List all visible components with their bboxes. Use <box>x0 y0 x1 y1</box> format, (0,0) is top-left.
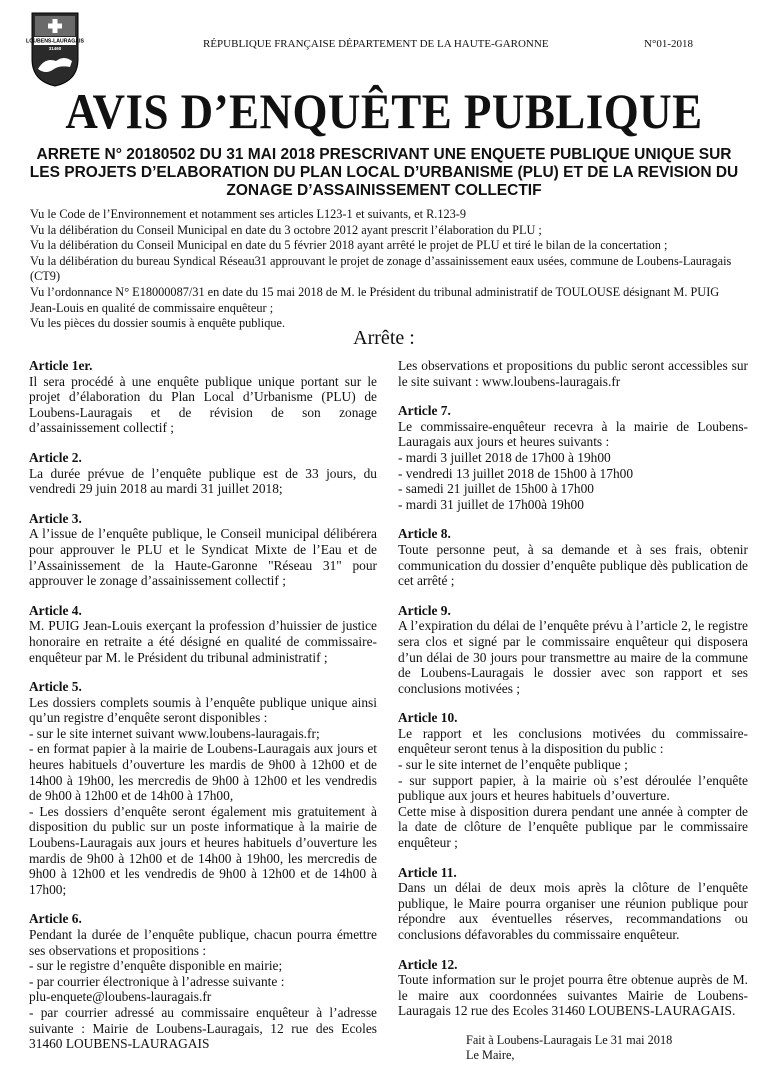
logo-text: LOUBENS-LAURAGAIS <box>26 38 84 45</box>
vu-list <box>30 207 748 332</box>
article-title: Article 2. <box>29 449 82 465</box>
vu-item: Vu l’ordonnance N° E18000087/31 en date du 15 mai 2018 de M. le Président du tribunal administratif de TOULOUSE désignant M. PUIG Jean-Louis en qualité de commissaire enquêteur ; <box>30 284 720 315</box>
article-3 <box>29 511 377 589</box>
vu-item: Vu la délibération du Conseil Municipal en date du 3 octobre 2012 ayant prescrit l’élaboration du PLU ; <box>30 222 542 237</box>
article-text: Il sera procédé à une enquête publique unique portant sur le projet d’élaboration du Plan Local d’Urbanisme (PLU) de Loubens-Lauragais et de révision de son zonage d’assainissement collectif ; <box>29 373 377 436</box>
article-11 <box>398 865 748 943</box>
article-text <box>29 927 377 1052</box>
page-title: AVIS D’ENQUÊTE PUBLIQUE <box>65 83 703 139</box>
article-9 <box>398 603 748 697</box>
article-line: - sur le site internet suivant www.loubens-lauragais.fr; <box>29 725 320 741</box>
article-title: Article 4. <box>29 602 82 618</box>
right-column <box>398 358 748 1033</box>
article-line: Le commissaire-enquêteur recevra à la mairie de Loubens-Lauragais aux jours et heures suivants : <box>398 418 748 450</box>
article-line: - en format papier à la mairie de Loubens-Lauragais aux jours et heures habituels d’ouverture les mardis de 9h00 à 12h00 et de 14h00 à 19h00, les mercredis de 9h00 à 12h00 et les vendredis de 9h00 à 12h00 et de 14h00 à 17h00, <box>29 741 377 804</box>
article-line: - par courrier adressé au commissaire enquêteur à l’adresse suivante : Mairie de Loubens-Lauragais, 12 rue des Ecoles 31460 LOUBENS-LAURAGAIS <box>29 1004 377 1052</box>
article-7 <box>398 403 748 512</box>
article-text: A l’issue de l’enquête publique, le Conseil municipal délibérera pour approuver le PLU et le Syndicat Mixte de l’Eau et de l’Assainissement de la Haute-Garonne "Réseau 31" pour approuver le zonage d’assainissement collectif ; <box>29 526 377 589</box>
article-line: - sur support papier, à la mairie où s’est déroulée l’enquête publique aux jours et heures habituels d’ouverture. <box>398 772 748 804</box>
article-title: Article 5. <box>29 679 82 695</box>
left-column <box>29 358 377 1066</box>
article-line: Le rapport et les conclusions motivées du commissaire-enquêteur seront tenus à la disposition du public : <box>398 725 748 757</box>
article-title: Article 12. <box>398 956 458 972</box>
page-subtitle: ARRETE N° 20180502 DU 31 MAI 2018 PRESCRIVANT UNE ENQUETE PUBLIQUE UNIQUE SUR LES PROJETS D’ELABORATION DU PLAN LOCAL D’URBANISME (PLU) ET DE LA REVISION DU ZONAGE D’ASSAINISSEMENT COLLECTIF <box>29 146 739 199</box>
vu-item: Vu le Code de l’Environnement et notamment ses articles L123-1 et suivants, et R.123-9 <box>30 207 467 221</box>
article-5 <box>29 679 377 897</box>
article-8 <box>398 526 748 588</box>
article-6 <box>29 911 377 1051</box>
arrete-heading: Arrête : <box>353 327 415 349</box>
article-title: Article 3. <box>29 510 82 526</box>
signature-place-date: Fait à Loubens-Lauragais Le 31 mai 2018 <box>466 1033 673 1047</box>
article-title: Article 11. <box>398 864 457 880</box>
article-line: - vendredi 13 juillet 2018 de 15h00 à 17h00 <box>398 465 634 481</box>
article-line: plu-enquete@loubens-lauragais.fr <box>29 989 212 1005</box>
article-line: - samedi 21 juillet de 15h00 à 17h00 <box>398 481 594 497</box>
article-text <box>398 419 748 513</box>
article-1 <box>29 358 377 436</box>
article-text: A l’expiration du délai de l’enquête prévu à l’article 2, le registre sera clos et signé par le commissaire enquêteur qui disposera d’un délai de 30 jours pour transmettre au maire de la commune de Loubens-Lauragais le dossier avec son rapport et ses conclusions motivées ; <box>398 618 748 696</box>
article-line: - mardi 31 juillet de 17h00à 19h00 <box>398 496 584 512</box>
signature-role: Le Maire, <box>466 1048 515 1062</box>
vu-item: Vu la délibération du bureau Syndical Réseau31 approuvant le projet de zonage d’assainissement eaux usées, commune de Loubens-Lauragais (CT9) <box>30 253 732 284</box>
header-department: RÉPUBLIQUE FRANÇAISE DÉPARTEMENT DE LA HAUTE-GARONNE <box>203 38 549 50</box>
article-line: - sur le site internet de l’enquête publique ; <box>398 757 628 773</box>
article-text: Les observations et propositions du public seront accessibles sur le site suivant : www.loubens-lauragais.fr <box>398 358 748 389</box>
article-2 <box>29 450 377 497</box>
signature-block <box>466 1033 672 1063</box>
article-text: La durée prévue de l’enquête publique est de 33 jours, du vendredi 29 juin 2018 au mardi 31 juillet 2018; <box>29 465 377 497</box>
article-line: - par courrier électronique à l’adresse suivante : <box>29 973 285 989</box>
article-title: Article 10. <box>398 710 458 726</box>
article-title: Article 9. <box>398 602 451 618</box>
article-title: Article 1er. <box>29 358 93 373</box>
logo-number: 31460 <box>48 46 62 51</box>
article-text: Toute personne peut, à sa demande et à ses frais, obtenir communication du dossier d’enquête publique dès publication de cet arrêté ; <box>398 541 748 589</box>
article-text: Toute information sur le projet pourra être obtenue auprès de M. le maire aux coordonnées suivantes Mairie de Loubens-Lauragais 12 rue des Ecoles 31460 LOUBENS-LAURAGAIS. <box>398 972 748 1019</box>
article-title: Article 6. <box>29 911 82 927</box>
vu-item: Vu les pièces du dossier soumis à enquête publique. <box>30 316 286 331</box>
article-line: - sur le registre d’enquête disponible en mairie; <box>29 958 283 974</box>
article-line: Les dossiers complets soumis à l’enquête publique unique ainsi qu’un registre d’enquête seront disponibles : <box>29 694 377 726</box>
article-line: - mardi 3 juillet 2018 de 17h00 à 19h00 <box>398 449 611 465</box>
header-number: N°01-2018 <box>644 38 694 50</box>
article-10 <box>398 710 748 850</box>
article-4 <box>29 603 377 665</box>
vu-item: Vu la délibération du Conseil Municipal en date du 5 février 2018 ayant arrêté le projet de PLU et tiré le bilan de la concertation ; <box>30 238 668 253</box>
article-title: Article 8. <box>398 526 451 542</box>
article-12 <box>398 957 748 1019</box>
municipal-logo <box>26 11 84 87</box>
article-line: - Les dossiers d’enquête seront également mis gratuitement à disposition du public sur un poste informatique à la mairie de Loubens-Lauragais aux jours et heures habituels d’ouverture les mardis de 9h00 à 12h00 et de 14h00 à 19h00, les mercredis de 9h00 à 12h00 et les vendredis de 9h00 à 12h00 et de 14h00 à 17h00; <box>29 803 377 897</box>
article-6-continued <box>398 358 748 389</box>
article-text: Dans un délai de deux mois après la clôture de l’enquête publique, le Maire pourra organiser une réunion publique pour répondre aux éventuelles réserves, recommandations ou conclusions défavorables du commissaire enquêteur. <box>398 880 748 942</box>
article-line: Pendant la durée de l’enquête publique, chacun pourra émettre ses observations et propositions : <box>29 927 377 958</box>
article-text <box>398 726 748 851</box>
article-line: Cette mise à disposition durera pendant une année à compter de la date de clôture de l’enquête publique par le commissaire enquêteur ; <box>398 803 748 851</box>
article-text <box>29 695 377 898</box>
article-title: Article 7. <box>398 403 451 419</box>
article-text: M. PUIG Jean-Louis exerçant la profession d’huissier de justice honoraire en retraite a été désigné en qualité de commissaire-enquêteur par M. le Président du tribunal administratif ; <box>29 618 377 665</box>
